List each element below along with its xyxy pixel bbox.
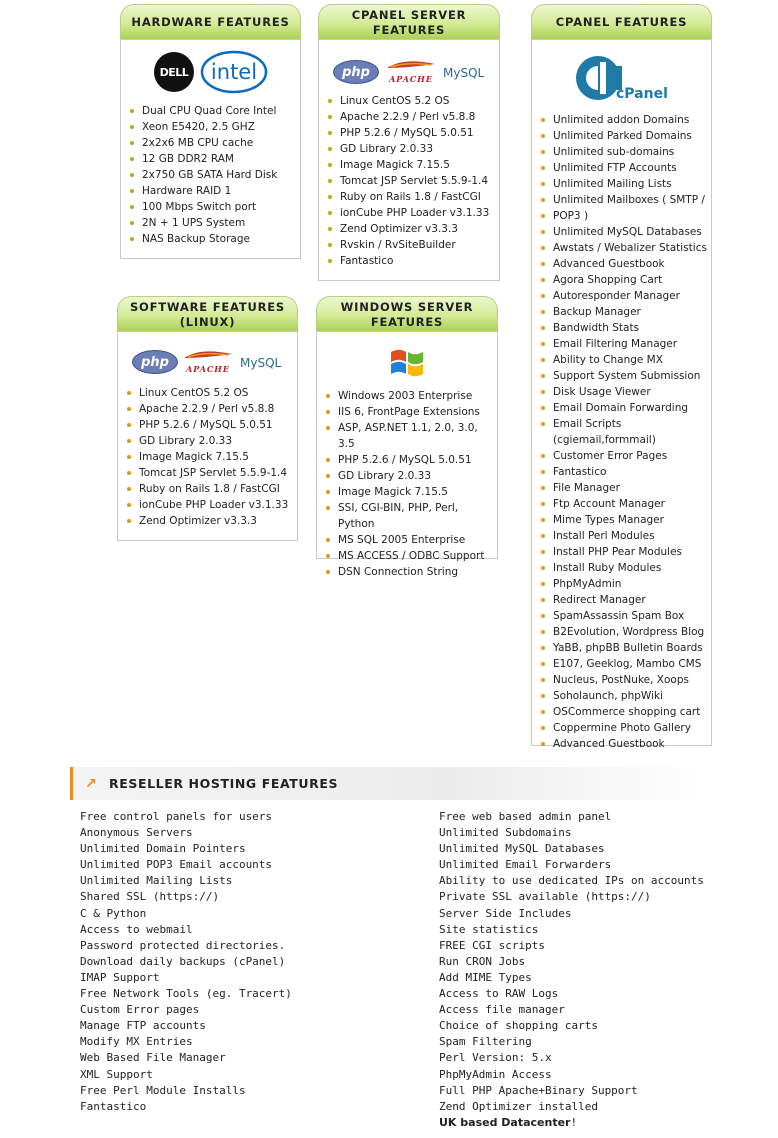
hardware-box	[120, 39, 301, 259]
list-item: Xeon E5420, 2.5 GHZ	[127, 119, 277, 135]
list-item: Custom Error pages	[80, 1003, 200, 1017]
cpanel-features-box	[531, 39, 712, 750]
list-item: Advanced Guestbook	[538, 736, 711, 752]
list-item: Advanced Guestbook	[538, 256, 711, 272]
list-item: Email Scripts (cgiemail,formmail)	[538, 416, 711, 448]
list-item: Unlimited MySQL Databases	[439, 842, 605, 856]
list-item: Backup Manager	[538, 304, 711, 320]
list-item: Choice of shopping carts	[439, 1019, 598, 1033]
reseller-title: RESELLER HOSTING FEATURES	[109, 776, 339, 791]
list-item: MS ACCESS / ODBC Support	[323, 548, 497, 564]
list-item: Download daily backups (cPanel)	[80, 954, 286, 968]
list-item: Email Domain Forwarding	[538, 400, 711, 416]
list-item: Access file manager	[439, 1003, 565, 1017]
list-item: B2Evolution, Wordpress Blog	[538, 624, 711, 640]
list-item: 2N + 1 UPS System	[127, 215, 277, 231]
list-item: Web Based File Manager	[80, 1051, 226, 1065]
software-title: SOFTWARE FEATURES	[129, 299, 286, 314]
list-item: Unlimited Domain Pointers	[80, 842, 246, 856]
datacenter-label: UK based Datacenter	[439, 1115, 571, 1129]
apache-logo	[182, 348, 234, 374]
cpanel-logo	[570, 52, 668, 104]
list-item: PHP 5.2.6 / MySQL 5.0.51	[124, 417, 288, 433]
list-item: Ruby on Rails 1.8 / FastCGI	[325, 189, 489, 205]
list-item: Hardware RAID 1	[127, 183, 277, 199]
list-item: Dual CPU Quad Core Intel	[127, 103, 277, 119]
list-item: Linux CentOS 5.2 OS	[124, 385, 288, 401]
list-item: Free Network Tools (eg. Tracert)	[80, 987, 292, 1001]
intel-logo-text: intel	[210, 60, 258, 84]
datacenter-suffix: !	[570, 1115, 578, 1129]
list-item: Customer Error Pages	[538, 448, 711, 464]
list-item: Install Ruby Modules	[538, 560, 711, 576]
list-item: PHP 5.2.6 / MySQL 5.0.51	[325, 125, 489, 141]
list-item: Password protected directories.	[80, 938, 286, 952]
list-item: Image Magick 7.15.5	[124, 449, 288, 465]
list-item: File Manager	[538, 480, 711, 496]
list-item: Email Filtering Manager	[538, 336, 711, 352]
list-item: OSCommerce shopping cart	[538, 704, 711, 720]
list-item: Awstats / Webalizer Statistics	[538, 240, 711, 256]
list-item: Site statistics	[439, 922, 539, 936]
list-item: Image Magick 7.15.5	[325, 157, 489, 173]
list-item: Disk Usage Viewer	[538, 384, 711, 400]
software-list	[124, 385, 288, 529]
list-item: Zend Optimizer installed	[439, 1099, 598, 1113]
list-item: NAS Backup Storage	[127, 231, 277, 247]
list-item: 2x2x6 MB CPU cache	[127, 135, 277, 151]
cpanel-features-header	[531, 4, 712, 40]
list-item: Unlimited Mailing Lists	[80, 874, 233, 888]
list-item: C & Python	[80, 906, 147, 920]
list-item: Unlimited POP3 Email accounts	[80, 858, 273, 872]
list-item: PhpMyAdmin	[538, 576, 711, 592]
list-item: Ability to Change MX	[538, 352, 711, 368]
windows-list	[323, 388, 497, 580]
mysql-logo: MySQL	[443, 66, 485, 80]
list-item: Ruby on Rails 1.8 / FastCGI	[124, 481, 288, 497]
list-item: Fantastico	[80, 1099, 147, 1113]
list-item: Unlimited FTP Accounts	[538, 160, 711, 176]
list-item: Zend Optimizer v3.3.3	[325, 221, 489, 237]
list-item: Tomcat JSP Servlet 5.5.9-1.4	[325, 173, 489, 189]
list-item: Nucleus, PostNuke, Xoops	[538, 672, 711, 688]
list-item: Autoresponder Manager	[538, 288, 711, 304]
list-item: Bandwidth Stats	[538, 320, 711, 336]
list-item: Rvskin / RvSiteBuilder	[325, 237, 489, 253]
reseller-left-list	[80, 809, 292, 1115]
list-item: Server Side Includes	[439, 906, 572, 920]
list-item: Soholaunch, phpWiki	[538, 688, 711, 704]
list-item: Install Perl Modules	[538, 528, 711, 544]
list-item: Fantastico	[538, 464, 711, 480]
reseller-right-list	[439, 809, 704, 1131]
list-item: Redirect Manager	[538, 592, 711, 608]
reseller-header	[70, 767, 710, 800]
list-item: ASP, ASP.NET 1.1, 2.0, 3.0, 3.5	[323, 420, 497, 452]
list-item: Perl Version: 5.x	[439, 1051, 552, 1065]
list-item: Tomcat JSP Servlet 5.5.9-1.4	[124, 465, 288, 481]
windows-title: WINDOWS SERVER	[340, 299, 474, 314]
php-logo: php	[333, 60, 379, 84]
list-item: GD Library 2.0.33	[323, 468, 497, 484]
list-item: Shared SSL (https://)	[80, 890, 220, 904]
list-item: 2x750 GB SATA Hard Disk	[127, 167, 277, 183]
mysql-logo: MySQL	[240, 356, 282, 370]
list-item: Zend Optimizer v3.3.3	[124, 513, 288, 529]
list-item: Run CRON Jobs	[439, 954, 526, 968]
list-item: Unlimited Email Forwarders	[439, 858, 612, 872]
list-item: GD Library 2.0.33	[124, 433, 288, 449]
list-item: Apache 2.2.9 / Perl v5.8.8	[124, 401, 288, 417]
list-item: Ftp Account Manager	[538, 496, 711, 512]
list-item: Fantastico	[325, 253, 489, 269]
hardware-list	[127, 103, 277, 247]
windows-subtitle: FEATURES	[370, 314, 444, 329]
cpanel-server-header	[318, 4, 500, 40]
list-item: POP3 )	[538, 208, 711, 224]
list-item: PHP 5.2.6 / MySQL 5.0.51	[323, 452, 497, 468]
list-item: PhpMyAdmin Access	[439, 1067, 552, 1081]
cpanel-server-box	[318, 39, 500, 281]
list-item: Image Magick 7.15.5	[323, 484, 497, 500]
list-item: Apache 2.2.9 / Perl v5.8.8	[325, 109, 489, 125]
php-logo: php	[132, 350, 178, 374]
cpanel-logo-text: cPanel	[616, 86, 668, 102]
list-item: IMAP Support	[80, 970, 160, 984]
software-header	[117, 296, 298, 332]
list-item: Private SSL available (https://)	[439, 890, 651, 904]
dell-logo: DELL	[154, 52, 194, 92]
arrow-up-right-icon: ↗	[85, 775, 97, 792]
list-item: Windows 2003 Enterprise	[323, 388, 497, 404]
cpanel-features-list	[538, 112, 711, 752]
list-item: Manage FTP accounts	[80, 1019, 206, 1033]
windows-box	[316, 331, 498, 578]
list-item: Free web based admin panel	[439, 810, 612, 823]
list-item: Unlimited Mailing Lists	[538, 176, 711, 192]
windows-logo-icon	[389, 346, 425, 380]
list-item: Access to webmail	[80, 922, 193, 936]
list-item: Free Perl Module Installs	[80, 1083, 246, 1097]
list-item: Unlimited MySQL Databases	[538, 224, 711, 240]
apache-logo	[385, 58, 437, 84]
hardware-title: HARDWARE FEATURES	[131, 15, 290, 29]
list-item: GD Library 2.0.33	[325, 141, 489, 157]
list-item: Anonymous Servers	[80, 826, 193, 840]
cpanel-server-title: CPANEL SERVER FEATURES	[351, 7, 467, 37]
list-item: Support System Submission	[538, 368, 711, 384]
list-item: Full PHP Apache+Binary Support	[439, 1083, 638, 1097]
list-item: Install PHP Pear Modules	[538, 544, 711, 560]
hardware-header	[120, 4, 301, 40]
list-item: Unlimited addon Domains	[538, 112, 711, 128]
cpanel-server-list	[325, 93, 489, 269]
list-item: Add MIME Types	[439, 970, 532, 984]
list-item: 100 Mbps Switch port	[127, 199, 277, 215]
list-item: Ability to use dedicated IPs on accounts	[439, 874, 704, 888]
list-item: Access to RAW Logs	[439, 987, 559, 1001]
list-item: 12 GB DDR2 RAM	[127, 151, 277, 167]
list-item: Unlimited sub-domains	[538, 144, 711, 160]
software-subtitle: (LINUX)	[179, 314, 236, 329]
list-item: Modify MX Entries	[80, 1035, 193, 1049]
list-item: Unlimited Mailboxes ( SMTP /	[538, 192, 711, 208]
list-item: ionCube PHP Loader v3.1.33	[124, 497, 288, 513]
list-item: Spam Filtering	[439, 1035, 532, 1049]
list-item-datacenter	[439, 1115, 704, 1131]
list-item: YaBB, phpBB Bulletin Boards	[538, 640, 711, 656]
cpanel-features-title: CPANEL FEATURES	[555, 15, 688, 29]
apache-logo-text: APACHE	[186, 364, 230, 374]
list-item: IIS 6, FrontPage Extensions	[323, 404, 497, 420]
list-item: Free control panels for users	[80, 810, 273, 823]
list-item: DSN Connection String	[323, 564, 497, 580]
list-item: MS SQL 2005 Enterprise	[323, 532, 497, 548]
list-item: Linux CentOS 5.2 OS	[325, 93, 489, 109]
list-item: ionCube PHP Loader v3.1.33	[325, 205, 489, 221]
list-item: Agora Shopping Cart	[538, 272, 711, 288]
apache-logo-text: APACHE	[389, 74, 433, 84]
software-box	[117, 331, 298, 541]
list-item: Mime Types Manager	[538, 512, 711, 528]
list-item: Coppermine Photo Gallery	[538, 720, 711, 736]
windows-header	[316, 296, 498, 332]
list-item: Unlimited Subdomains	[439, 826, 572, 840]
list-item: Unlimited Parked Domains	[538, 128, 711, 144]
list-item: FREE CGI scripts	[439, 938, 545, 952]
list-item: SpamAssassin Spam Box	[538, 608, 711, 624]
list-item: SSI, CGI-BIN, PHP, Perl, Python	[323, 500, 497, 532]
list-item: XML Support	[80, 1067, 153, 1081]
intel-logo	[199, 48, 269, 96]
list-item: E107, Geeklog, Mambo CMS	[538, 656, 711, 672]
